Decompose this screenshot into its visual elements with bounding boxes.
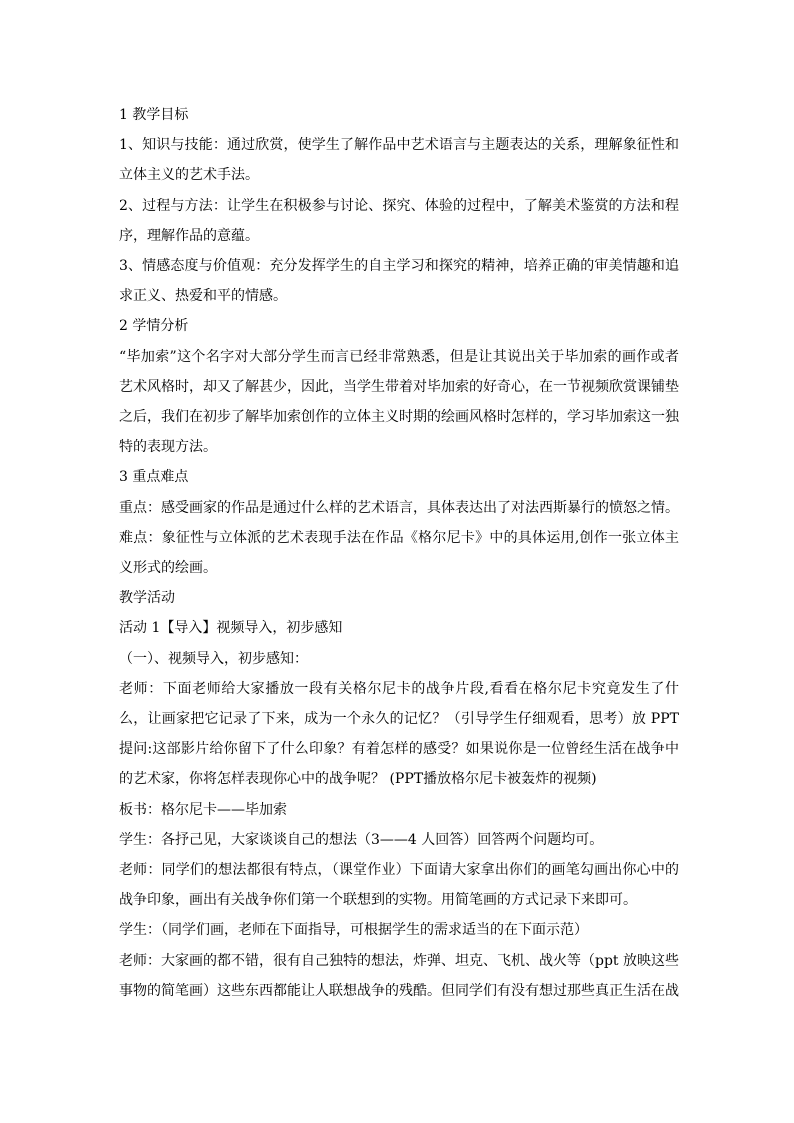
activity-1-heading: 活动 1【导入】视频导入，初步感知 bbox=[119, 620, 343, 637]
goal-process-method: 2、过程与方法：让学生在积极参与讨论、探究、体验的过程中，了解美术鉴赏的方法和程序，理解作品的意蕴。 bbox=[119, 197, 679, 244]
key-point-text: 重点：感受画家的作品是通过什么样的艺术语言，具体表达出了对法西斯暴行的愤怒之情。 bbox=[119, 499, 679, 516]
teacher-assignment: 老师：同学们的想法都很有特点，（课堂作业）下面请大家拿出你们的画笔勾画出你心中的战争印象，画出有关战争你们第一个联想到的实物。用简笔画的方式记录下来即可。 bbox=[119, 862, 679, 909]
goal-knowledge-skills: 1、知识与技能：通过欣赏，使学生了解作品中艺术语言与主题表达的关系，理解象征性和立体主义的艺术手法。 bbox=[119, 137, 679, 184]
student-response-2: 学生：（同学们画，老师在下面指导，可根据学生的需求适当的在下面示范） bbox=[119, 922, 588, 939]
goal-emotion-values: 3、情感态度与价值观：充分发挥学生的自主学习和探究的精神，培养正确的审美情趣和追求正义、热爱和平的情感。 bbox=[119, 258, 679, 305]
section-heading-teaching-goals: 1 教学目标 bbox=[119, 107, 189, 123]
blackboard-note: 板书：格尔尼卡——毕加索 bbox=[119, 801, 287, 818]
teacher-summary: 老师：大家画的都不错，很有自己独特的想法，炸弹、坦克、飞机、战火等（ppt 放映这些事物的简笔画）这些东西都能让人联想战争的残酷。但同学们有没有想过那些真正生活在战 bbox=[119, 952, 679, 999]
difficulty-text: 难点：象征性与立体派的艺术表现手法在作品《格尔尼卡》中的具体运用,创作一张立体主义形式的绘画。 bbox=[119, 529, 679, 577]
student-response-1: 学生：各抒己见，大家谈谈自己的想法（3——4 人回答）回答两个问题均可。 bbox=[119, 831, 604, 848]
student-analysis-text: “毕加索”这个名字对大部分学生而言已经非常熟悉，但是让其说出关于毕加索的画作或者艺术风格时，却又了解甚少，因此，当学生带着对毕加索的好奇心，在一节视频欣赏课铺垫之后，我们在初步了解毕加索创作的立体主义时期的绘画风格时怎样的，学习毕加索这一独特的表现方法。 bbox=[119, 348, 679, 456]
teacher-video-intro: 老师：下面老师给大家播放一段有关格尔尼卡的战争片段,看看在格尔尼卡究竟发生了什么，让画家把它记录了下来，成为一个永久的记忆？（引导学生仔细观看，思考）放 PPT 提问:这部影片给你留下了什么印象？有着怎样的感受？如果说你是一位曾经生活在战争中的艺术家，你将怎样表现你心中的战争呢？ (PPT播放格尔尼卡被轰炸的视频) bbox=[119, 680, 679, 788]
document-page bbox=[119, 100, 679, 1006]
section-heading-activities: 教学活动 bbox=[119, 590, 175, 607]
section-heading-key-difficulties: 3 重点难点 bbox=[119, 469, 189, 486]
section-heading-student-analysis: 2 学情分析 bbox=[119, 318, 189, 335]
activity-1-subheading: （一）、视频导入，初步感知： bbox=[119, 650, 308, 667]
